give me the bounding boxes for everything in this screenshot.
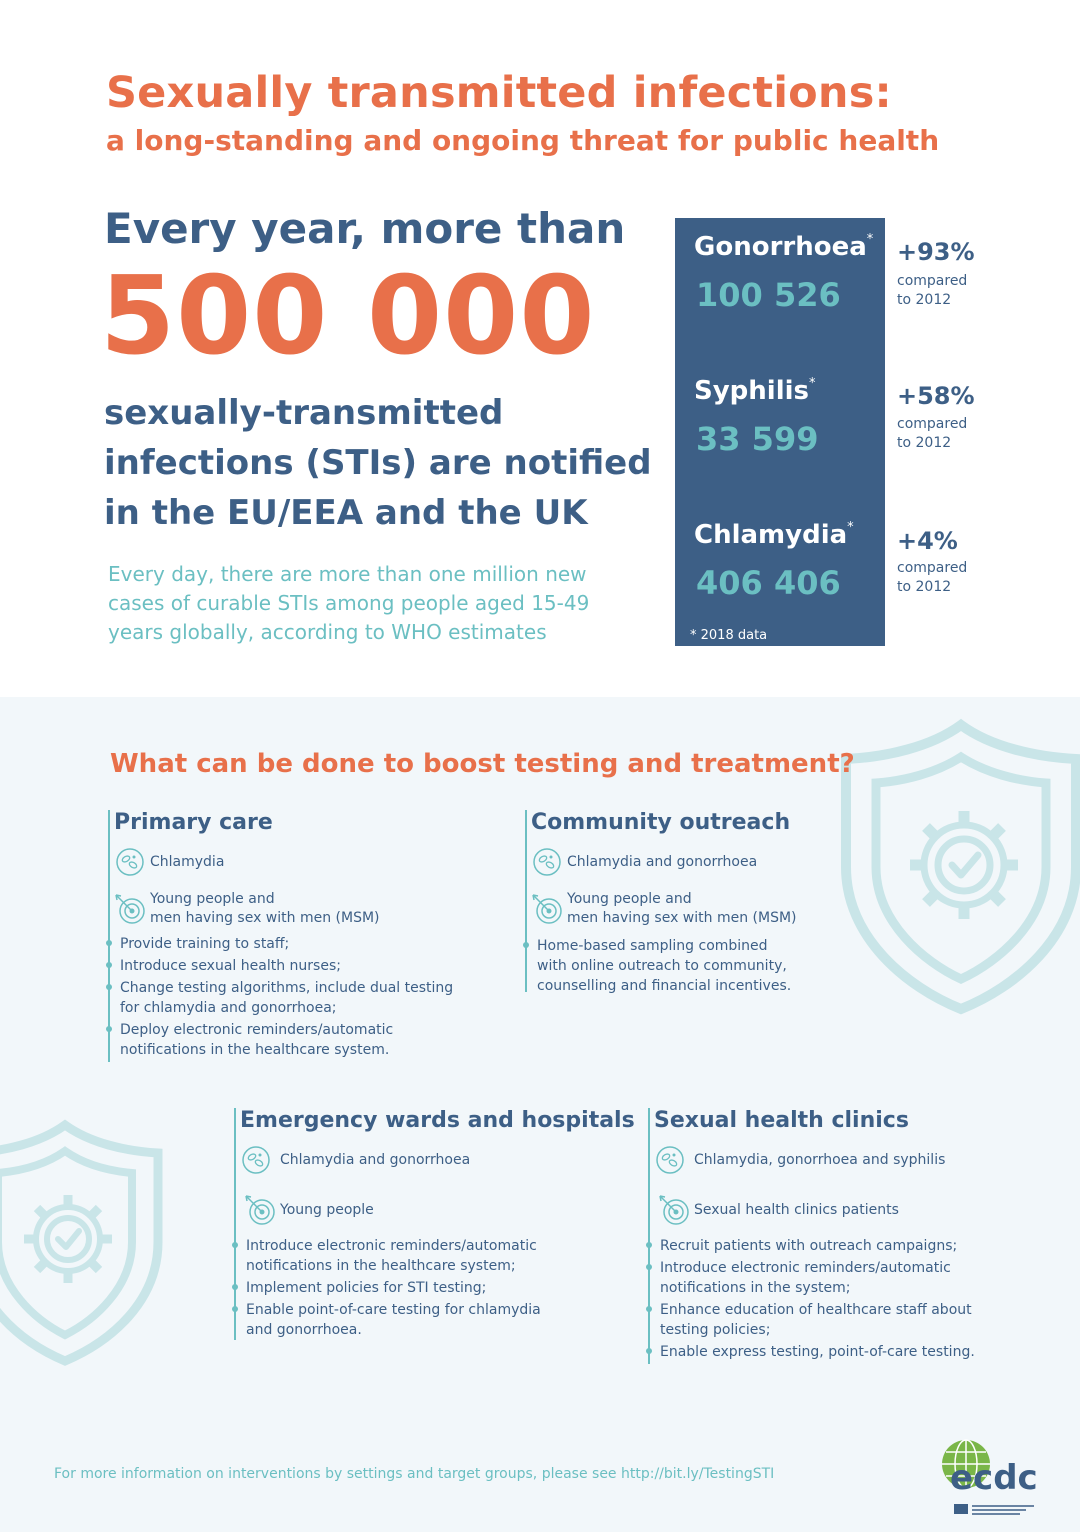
bacteria-icon — [531, 846, 563, 878]
block-emergency-wards — [234, 1108, 635, 1340]
block-title: Emergency wards and hospitals — [240, 1108, 635, 1133]
stats-footnote: * 2018 data — [690, 628, 768, 643]
target-tag — [244, 1194, 374, 1226]
big-number: 500 000 — [100, 254, 596, 379]
infections-text: Chlamydia and gonorrhoea — [280, 1151, 471, 1168]
stat-value-gonorrhoea: 100 526 — [696, 276, 841, 314]
stat-value-syphilis: 33 599 — [696, 420, 819, 458]
target-tag — [658, 1194, 899, 1226]
target-icon — [244, 1194, 276, 1226]
stat-value-chlamydia: 406 406 — [696, 564, 841, 602]
shield-gear-icon — [0, 1117, 170, 1367]
logo-text: ecdc — [950, 1458, 1038, 1498]
stat-compared-chlamydia: compared to 2012 — [897, 560, 968, 595]
list-item: Introduce electronic reminders/automatic notifications in the healthcare system; — [234, 1236, 541, 1276]
target-tag — [114, 890, 380, 928]
bacteria-icon — [114, 846, 146, 878]
list-item: Introduce sexual health nurses; — [108, 956, 453, 976]
actions-list — [648, 1236, 975, 1364]
intro-description: sexually-transmitted infections (STIs) are notified in the EU/EEA and the UK — [104, 393, 652, 533]
actions-list — [234, 1236, 541, 1342]
actions-list — [525, 936, 791, 998]
block-community-outreach — [525, 810, 845, 995]
page-title: Sexually transmitted infections: — [106, 68, 892, 118]
list-item: Enable point-of-care testing for chlamydia and gonorrhoea. — [234, 1300, 541, 1340]
target-text: Young people and men having sex with men (MSM) — [150, 891, 380, 926]
target-icon — [114, 893, 146, 925]
infections-text: Chlamydia and gonorrhoea — [567, 853, 758, 870]
infections-tag — [654, 1144, 945, 1176]
target-text: Young people and men having sex with men (MSM) — [567, 891, 797, 926]
list-item: Deploy electronic reminders/automatic notifications in the healthcare system. — [108, 1020, 453, 1060]
block-title: Community outreach — [531, 810, 791, 835]
stat-change-gonorrhoea: +93% — [897, 238, 975, 266]
list-item: Enable express testing, point-of-care testing. — [648, 1342, 975, 1362]
list-item: Home-based sampling combined with online outreach to community, counselling and financial incentives. — [525, 936, 791, 996]
infections-text: Chlamydia, gonorrhoea and syphilis — [694, 1151, 946, 1168]
stat-name-chlamydia: Chlamydia* — [694, 520, 854, 550]
bacteria-icon — [654, 1144, 686, 1176]
infections-tag — [531, 846, 757, 878]
target-icon — [658, 1194, 690, 1226]
stat-name-syphilis: Syphilis* — [694, 376, 816, 406]
list-item: Recruit patients with outreach campaigns; — [648, 1236, 975, 1256]
target-tag — [531, 890, 797, 928]
target-text: Young people — [280, 1201, 374, 1218]
page-subtitle: a long-standing and ongoing threat for public health — [106, 124, 940, 157]
target-text: Sexual health clinics patients — [694, 1201, 899, 1218]
target-icon — [531, 893, 563, 925]
block-title: Primary care — [114, 810, 273, 835]
stat-name-gonorrhoea: Gonorrhoea* — [694, 232, 874, 262]
section-question: What can be done to boost testing and treatment? — [110, 749, 855, 779]
bacteria-icon — [240, 1144, 272, 1176]
intro-lead: Every year, more than — [104, 204, 626, 253]
list-item: Introduce electronic reminders/automatic notifications in the system; — [648, 1258, 975, 1298]
stat-change-chlamydia: +4% — [897, 527, 958, 555]
list-item: Change testing algorithms, include dual testing for chlamydia and gonorrhoea; — [108, 978, 453, 1018]
actions-list — [108, 934, 453, 1062]
block-primary-care — [108, 810, 488, 1062]
infections-text: Chlamydia — [150, 853, 225, 870]
list-item: Implement policies for STI testing; — [234, 1278, 541, 1298]
list-item: Enhance education of healthcare staff about testing policies; — [648, 1300, 975, 1340]
block-title: Sexual health clinics — [654, 1108, 909, 1133]
list-item: Provide training to staff; — [108, 934, 453, 954]
daily-note: Every day, there are more than one million new cases of curable STIs among people aged 15-49 years globally, according to WHO estimates — [108, 562, 590, 644]
stat-compared-syphilis: compared to 2012 — [897, 416, 968, 451]
ecdc-logo — [930, 1436, 1040, 1522]
stat-change-syphilis: +58% — [897, 382, 975, 410]
footer-link-text[interactable]: For more information on interventions by settings and target groups, please see http://bit.ly/TestingSTI — [54, 1466, 775, 1482]
stat-compared-gonorrhoea: compared to 2012 — [897, 273, 968, 308]
shield-gear-icon — [836, 717, 1080, 1017]
block-sexual-health-clinics — [648, 1108, 1028, 1368]
infections-tag — [114, 846, 224, 878]
interventions-section — [0, 697, 1080, 1532]
infections-tag — [240, 1144, 470, 1176]
